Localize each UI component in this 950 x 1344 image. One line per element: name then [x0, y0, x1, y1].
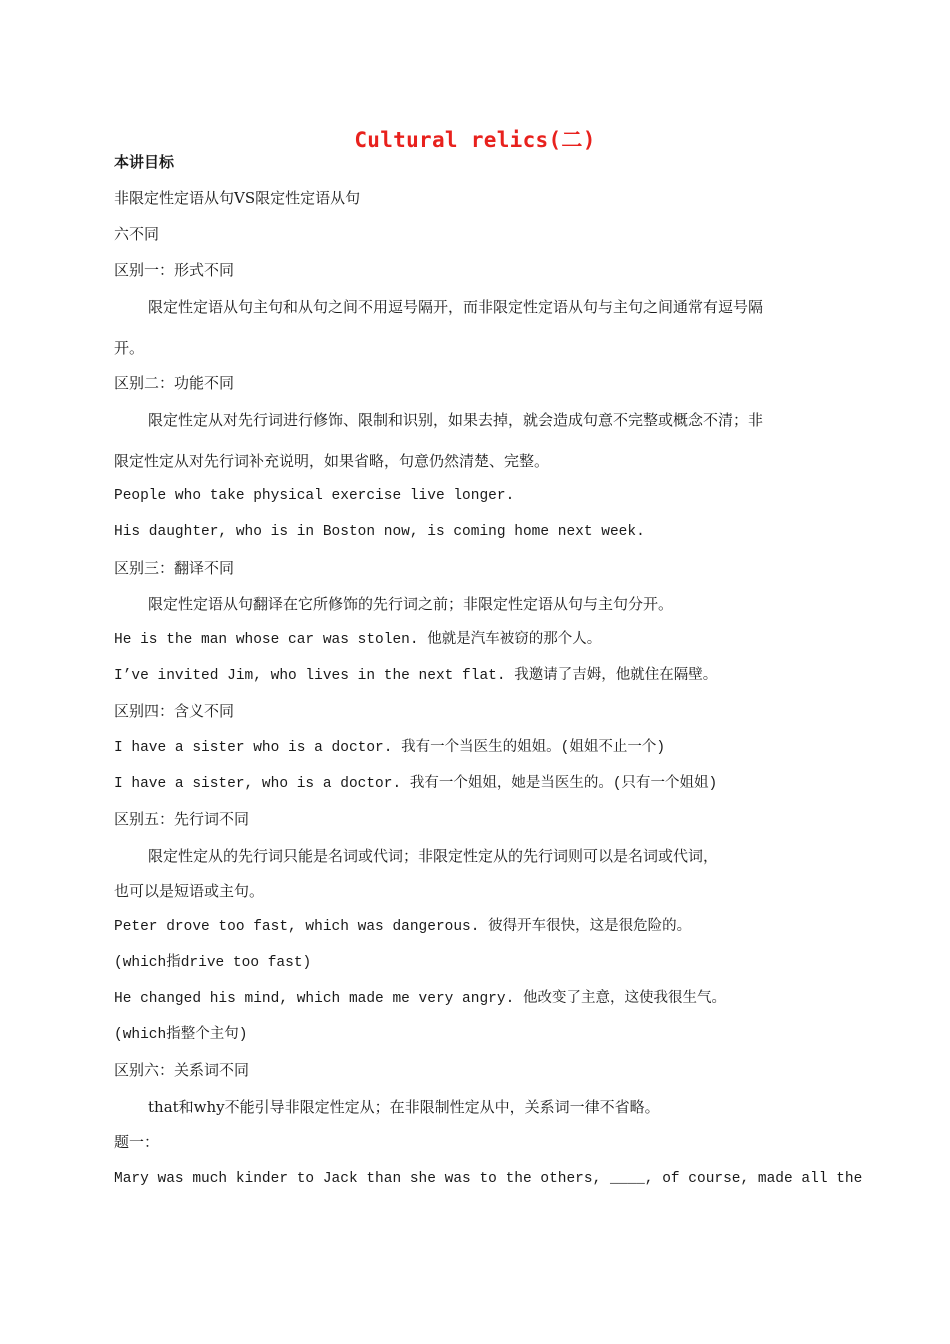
section-heading-objectives: 本讲目标 — [114, 153, 175, 171]
paragraph-line: 限定性定语从句主句和从句之间不用逗号隔开，而非限定性定语从句与主句之间通常有逗号隔 — [148, 298, 764, 316]
example-sentence: I have a sister, who is a doctor. 我有一个姐姐，她是当医生的。(只有一个姐姐) — [114, 776, 718, 792]
difference-heading-6: 区别六：关系词不同 — [114, 1061, 250, 1079]
exercise-question: Mary was much kinder to Jack than she was to the others, ____, of course, made all the — [114, 1171, 863, 1187]
example-sentence: People who take physical exercise live longer. — [114, 488, 515, 504]
example-sentence: Peter drove too fast, which was dangerous. 彼得开车很快，这是很危险的。 — [114, 919, 692, 935]
difference-heading-2: 区别二：功能不同 — [114, 374, 235, 392]
document-title: Cultural relics(二) — [354, 128, 596, 152]
example-sentence: I’ve invited Jim, who lives in the next flat. 我邀请了吉姆，他就住在隔壁。 — [114, 668, 718, 684]
example-sentence: His daughter, who is in Boston now, is coming home next week. — [114, 524, 645, 540]
example-sentence: I have a sister who is a doctor. 我有一个当医生的姐姐。(姐姐不止一个) — [114, 740, 666, 756]
paragraph-line: 限定性定从对先行词进行修饰、限制和识别，如果去掉，就会造成句意不完整或概念不清；非 — [148, 411, 764, 429]
example-note: (which指整个主句) — [114, 1027, 248, 1043]
text-line: 非限定性定语从句VS限定性定语从句 — [114, 189, 361, 207]
example-sentence: He changed his mind, which made me very angry. 他改变了主意，这使我很生气。 — [114, 991, 726, 1007]
difference-heading-4: 区别四：含义不同 — [114, 702, 235, 720]
difference-heading-5: 区别五：先行词不同 — [114, 810, 250, 828]
exercise-heading: 题一： — [114, 1133, 160, 1151]
paragraph-line: 限定性定从的先行词只能是名词或代词；非限定性定从的先行词则可以是名词或代词， — [148, 847, 719, 865]
example-sentence: He is the man whose car was stolen. 他就是汽车被窃的那个人。 — [114, 632, 602, 648]
paragraph-line: 限定性定语从句翻译在它所修饰的先行词之前；非限定性定语从句与主句分开。 — [148, 595, 674, 613]
paragraph-line: 开。 — [114, 339, 145, 357]
difference-heading-3: 区别三：翻译不同 — [114, 559, 235, 577]
paragraph-line: that和why不能引导非限定性定从；在非限制性定从中，关系词一律不省略。 — [148, 1098, 660, 1116]
text-line: 六不同 — [114, 225, 160, 243]
paragraph-line: 限定性定从对先行词补充说明，如果省略，句意仍然清楚、完整。 — [114, 452, 550, 470]
example-note: (which指drive too fast) — [114, 955, 312, 971]
difference-heading-1: 区别一：形式不同 — [114, 261, 235, 279]
paragraph-line: 也可以是短语或主句。 — [114, 882, 265, 900]
